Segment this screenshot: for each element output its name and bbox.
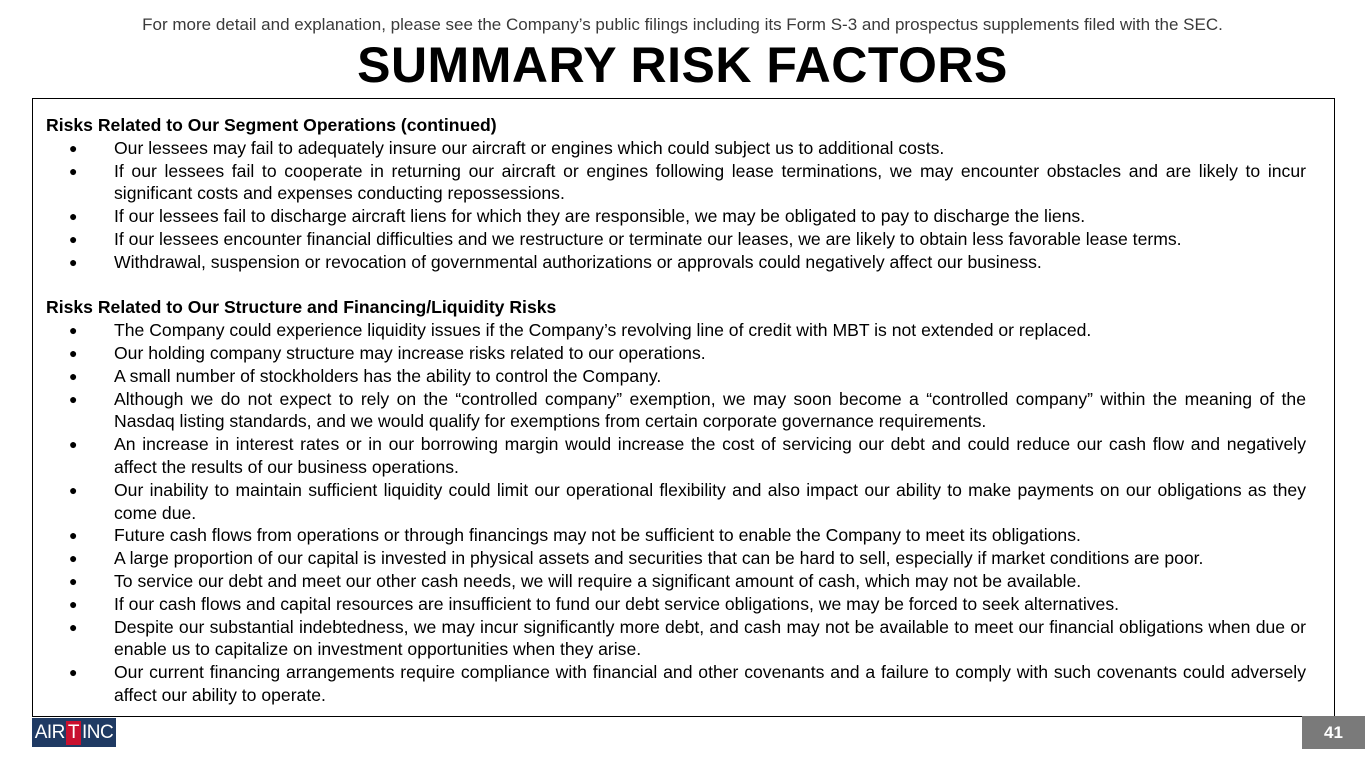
list-item: ● Although we do not expect to rely on the “controlled company” exemption, we may soon become a “controlled company” within the meaning of the Nasdaq listing standards, and we would qualify for exemptions from certain corporate governance requirements. bbox=[69, 388, 1306, 432]
bullet-icon: ● bbox=[69, 436, 78, 453]
risk-factors-box bbox=[32, 98, 1335, 717]
section-heading: Risks Related to Our Structure and Financing/Liquidity Risks bbox=[46, 297, 557, 318]
bullet-icon: ● bbox=[69, 322, 78, 339]
bullet-icon: ● bbox=[69, 162, 78, 179]
risk-list bbox=[46, 137, 1306, 274]
bullet-icon: ● bbox=[69, 344, 78, 361]
page-number-badge: 41 bbox=[1302, 716, 1365, 749]
list-item: ● If our lessees encounter financial difficulties and we restructure or terminate our leases, we are likely to obtain less favorable lease terms. bbox=[69, 228, 1182, 249]
list-item: ● Despite our substantial indebtedness, we may incur significantly more debt, and cash may not be available to meet our financial obligations when due or enable us to capitalize on investment opportunities when they arise. bbox=[69, 616, 1306, 660]
logo-text-left: AIR bbox=[34, 721, 65, 743]
bullet-icon: ● bbox=[69, 208, 78, 225]
risk-list bbox=[46, 319, 1306, 707]
list-item: ● Our current financing arrangements require compliance with financial and other covenants and a failure to comply with such covenants could adversely affect our ability to operate. bbox=[69, 662, 1306, 705]
list-item: ● A large proportion of our capital is invested in physical assets and securities that can be hard to sell, especially if market conditions are poor. bbox=[69, 548, 1204, 569]
list-item: ● If our cash flows and capital resources are insufficient to fund our debt service obligations, we may be forced to seek alternatives. bbox=[69, 593, 1120, 614]
list-item: ● Our inability to maintain sufficient liquidity could limit our operational flexibility and also impact our ability to make payments on our obligations as they come due. bbox=[69, 479, 1306, 523]
bullet-icon: ● bbox=[69, 139, 78, 156]
list-item: ● To service our debt and meet our other cash needs, we will require a significant amount of cash, which may not be available. bbox=[69, 570, 1082, 591]
list-item: ● The Company could experience liquidity issues if the Company’s revolving line of credit with MBT is not extended or replaced. bbox=[69, 320, 1092, 341]
bullet-icon: ● bbox=[69, 390, 78, 407]
list-item: ● Our holding company structure may increase risks related to our operations. bbox=[69, 342, 706, 363]
bullet-icon: ● bbox=[69, 253, 78, 270]
list-item: ● Our lessees may fail to adequately insure our aircraft or engines which could subject us to additional costs. bbox=[69, 137, 945, 158]
list-item: ● If our lessees fail to discharge aircraft liens for which they are responsible, we may be obligated to pay to discharge the liens. bbox=[69, 206, 1086, 227]
bullet-icon: ● bbox=[69, 550, 78, 567]
bullet-icon: ● bbox=[69, 230, 78, 247]
page-title: SUMMARY RISK FACTORS bbox=[357, 37, 1008, 93]
bullet-icon: ● bbox=[69, 664, 78, 681]
bullet-icon: ● bbox=[69, 618, 78, 635]
list-item: ● A small number of stockholders has the ability to control the Company. bbox=[69, 365, 662, 386]
bullet-icon: ● bbox=[69, 572, 78, 589]
disclaimer-text: For more detail and explanation, please see the Company’s public filings including its Form S-3 and prospectus supplements filed with the SEC. bbox=[142, 15, 1223, 34]
list-item: ● An increase in interest rates or in our borrowing margin would increase the cost of servicing our debt and could reduce our cash flow and negatively affect the results of our business operations. bbox=[69, 434, 1306, 477]
airt-inc-logo bbox=[32, 718, 116, 747]
logo-text-right: INC bbox=[82, 721, 114, 743]
logo-text-accent: T bbox=[67, 721, 80, 743]
bullet-icon: ● bbox=[69, 367, 78, 384]
bullet-icon: ● bbox=[69, 527, 78, 544]
list-item: ● Withdrawal, suspension or revocation of governmental authorizations or approvals could negatively affect our business. bbox=[69, 251, 1042, 272]
section-heading: Risks Related to Our Segment Operations (continued) bbox=[46, 115, 497, 135]
list-item: ● If our lessees fail to cooperate in returning our aircraft or engines following lease terminations, we may encounter obstacles and are likely to incur significant costs and expenses conducting repossessions. bbox=[69, 160, 1306, 204]
list-item: ● Future cash flows from operations or through financings may not be sufficient to enable the Company to meet its obligations. bbox=[69, 525, 1081, 546]
bullet-icon: ● bbox=[69, 481, 78, 498]
section-gap bbox=[46, 274, 1306, 297]
bullet-icon: ● bbox=[69, 595, 78, 612]
